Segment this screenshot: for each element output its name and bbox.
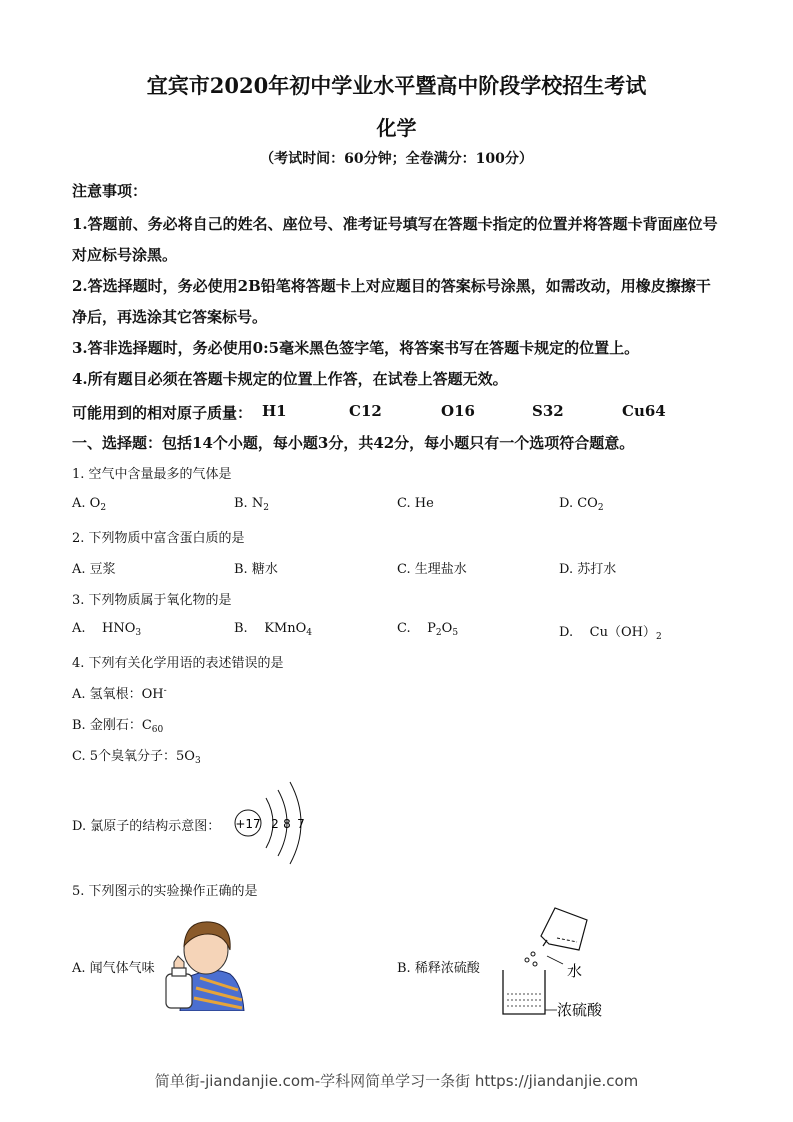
q5-option-b: B. 稀释浓硫酸: [397, 961, 480, 976]
acid-liquid-lines: [507, 994, 541, 1006]
water-beaker: [541, 908, 587, 950]
q5-stem: 5. 下列图示的实验操作正确的是: [72, 884, 258, 899]
q1-stem: 1. 空气中含量最多的气体是: [72, 467, 232, 482]
note-item-4: 4.所有题目必须在答题卡规定的位置上作答，在试卷上答题无效。: [72, 370, 508, 388]
note-item-1: 1.答题前、务必将自己的姓名、座位号、准考证号填写在答题卡指定的位置并将答题卡背面座位号对应标号涂黑。: [72, 215, 718, 264]
q4-option-c: C. 5个臭氧分子：$5O_3$: [72, 749, 201, 766]
footer-watermark: 简单街-jiandanjie.com-学科网简单学习一条街 https://jiandanjie.com: [154, 1072, 639, 1090]
atomic-mass-h: H1: [262, 402, 287, 420]
q3-option-b: B. KMnO$_4$: [234, 621, 313, 638]
shell-3-electrons: 7: [297, 817, 305, 831]
atomic-mass-s: S32: [532, 402, 564, 420]
beaker-spout: [543, 940, 547, 946]
exam-title: 宜宾市2020年初中学业水平暨高中阶段学校招生考试: [146, 73, 647, 98]
acid-beaker: [503, 970, 545, 1014]
q2-option-b: B. 糖水: [234, 562, 278, 577]
q3-option-a: A. $HNO_3$: [72, 621, 142, 638]
smelling-gas-illustration: [160, 916, 246, 1011]
q1-option-b: B. $N_2$: [234, 496, 269, 513]
acid-label: 浓硫酸: [557, 1001, 603, 1019]
atomic-mass-label: 可能用到的相对原子质量：: [72, 404, 253, 422]
q3-option-c: C. $P_2O_5$: [397, 621, 459, 638]
q2-stem: 2. 下列物质中富含蛋白质的是: [72, 531, 245, 546]
dilute-acid-illustration: [497, 906, 617, 1022]
q1-option-a: A. $O_2$: [72, 496, 107, 513]
atomic-mass-o: O16: [441, 402, 475, 420]
water-drop-2: [525, 958, 529, 962]
q4-option-a: A. 氢氧根：OH-: [72, 686, 167, 702]
q4-option-d: D. 氯原子的结构示意图：: [72, 819, 221, 834]
nucleus-charge: +17: [235, 817, 261, 831]
section-heading: 一、选择题：包括14个小题，每小题3分，共42分，每小题只有一个选项符合题意。: [72, 434, 635, 452]
shell-1-electrons: 2: [271, 817, 279, 831]
water-drop-1: [531, 952, 535, 956]
water-drop-3: [533, 962, 537, 966]
q1-option-c: C. He: [397, 496, 434, 511]
shell-2-electrons: 8: [283, 817, 291, 831]
note-item-2: 2.答选择题时，务必使用2B铅笔将答题卡上对应题目的答案标号涂黑，如需改动，用橡皮擦擦干净后，再选涂其它答案标号。: [72, 277, 711, 326]
water-label: 水: [567, 962, 583, 980]
q2-option-c: C. 生理盐水: [397, 562, 467, 577]
atomic-mass-c: C12: [349, 402, 382, 420]
q2-option-d: D. 苏打水: [559, 562, 617, 577]
water-label-line: [547, 956, 563, 964]
q4-option-b: B. 金刚石：$C_{60}$: [72, 718, 164, 735]
q5-option-a: A. 闻气体气味: [72, 961, 155, 976]
atomic-mass-cu: Cu64: [622, 402, 666, 420]
gas-bottle: [166, 974, 192, 1008]
q3-option-d: D. $Cu(OH)_2$: [559, 625, 662, 642]
bottle-neck: [172, 968, 186, 976]
chlorine-atom-diagram: [228, 776, 328, 868]
q2-option-a: A. 豆浆: [72, 562, 116, 577]
exam-info: （考试时间：60分钟；全卷满分：100分）: [260, 151, 533, 167]
q3-stem: 3. 下列物质属于氧化物的是: [72, 593, 232, 608]
q4-stem: 4. 下列有关化学用语的表述错误的是: [72, 656, 284, 671]
subject-title: 化学: [376, 116, 417, 140]
note-item-3: 3.答非选择题时，务必使用0:5毫米黑色签字笔，将答案书写在答题卡规定的位置上。: [72, 339, 640, 357]
notes-heading: 注意事项：: [72, 182, 148, 200]
q1-option-d: D. $CO_2$: [559, 496, 604, 513]
